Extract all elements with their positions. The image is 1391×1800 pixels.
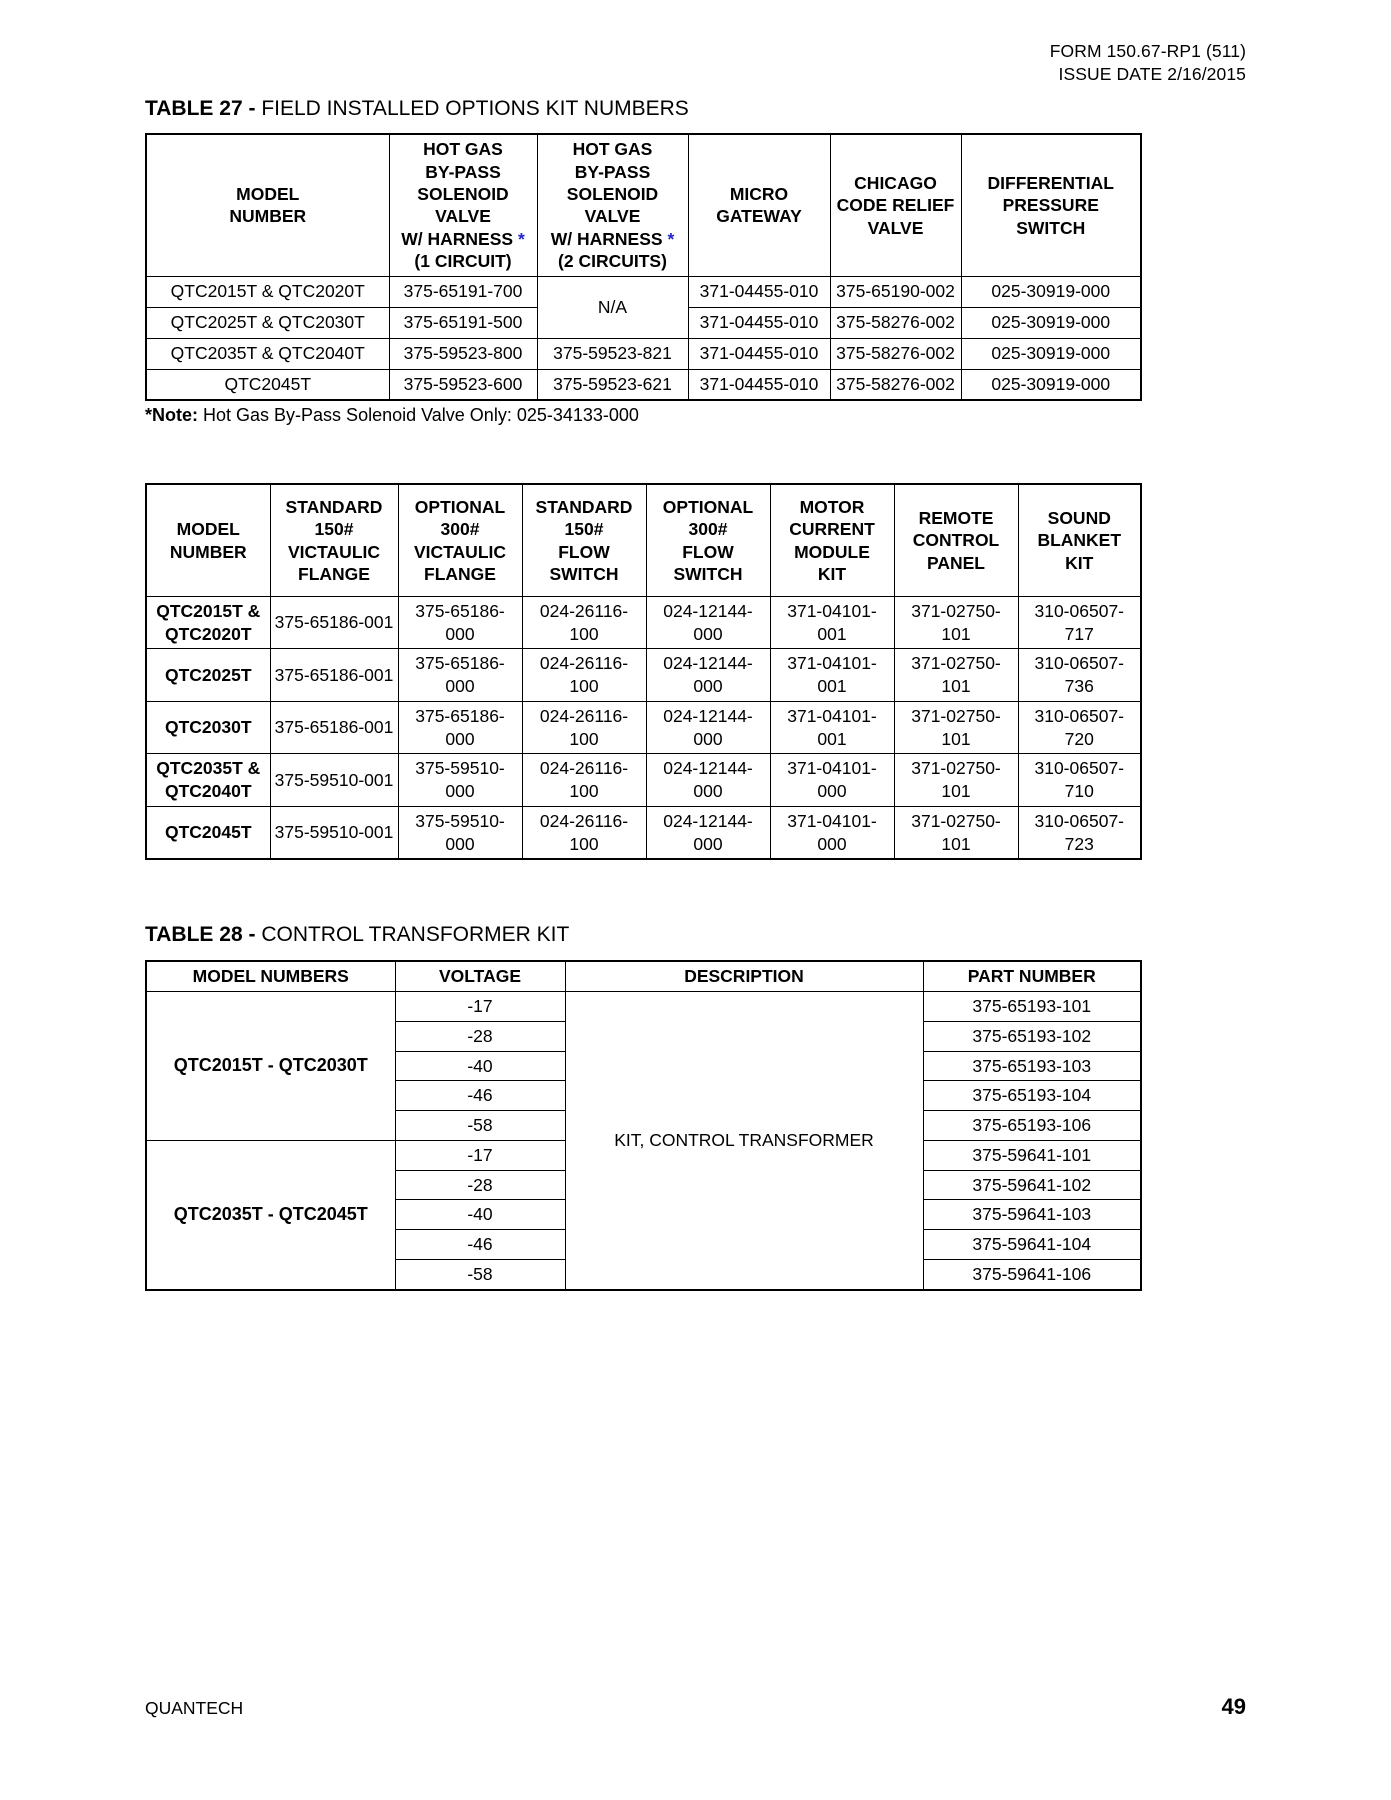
cell-model: QTC2015T & QTC2020T [146, 276, 389, 307]
cell-remote-control-panel: 371-02750-101 [894, 701, 1018, 754]
cell-voltage: -46 [395, 1230, 565, 1260]
cell-motor-current-module-kit: 371-04101-001 [770, 596, 894, 649]
table-27-caption-lead: TABLE 27 - [145, 97, 256, 120]
col-model-number: MODEL NUMBER [146, 484, 270, 596]
cell-hgbp-2circuits: 375-59523-621 [537, 369, 688, 400]
cell-hgbp-2circuits: N/A [537, 276, 688, 338]
cell-remote-control-panel: 371-02750-101 [894, 754, 1018, 807]
col-remote-control-panel: REMOTE CONTROL PANEL [894, 484, 1018, 596]
cell-std-150-victaulic-flange: 375-65186-001 [270, 596, 398, 649]
footer-page-number: 49 [1221, 1694, 1246, 1719]
table-28-caption-text: CONTROL TRANSFORMER KIT [261, 923, 570, 947]
cell-model: QTC2045T [146, 806, 270, 859]
cell-part-number: 375-65193-102 [923, 1021, 1141, 1051]
cell-std-150-victaulic-flange: 375-65186-001 [270, 649, 398, 702]
cell-voltage: -40 [395, 1051, 565, 1081]
cell-opt-300-flow-switch: 024-12144-000 [646, 596, 770, 649]
cell-motor-current-module-kit: 371-04101-000 [770, 806, 894, 859]
options-header-row [146, 484, 1141, 596]
cell-model: QTC2025T [146, 649, 270, 702]
table-28-control-transformer-kit [145, 960, 1142, 1291]
cell-std-150-flow-switch: 024-26116-100 [522, 596, 646, 649]
cell-chicago-code-relief-valve: 375-58276-002 [830, 338, 961, 369]
col-micro-gateway: MICRO GATEWAY [688, 134, 830, 276]
footnote-text: Hot Gas By-Pass Solenoid Valve Only: 025-34133-000 [203, 405, 639, 426]
document-header [1050, 40, 1246, 86]
col-optional-300-victaulic-flange: OPTIONAL 300# VICTAULIC FLANGE [398, 484, 522, 596]
col-differential-pressure-switch: DIFFERENTIAL PRESSURE SWITCH [961, 134, 1141, 276]
cell-part-number: 375-59641-101 [923, 1140, 1141, 1170]
cell-opt-300-flow-switch: 024-12144-000 [646, 701, 770, 754]
col-standard-150-flow-switch: STANDARD 150# FLOW SWITCH [522, 484, 646, 596]
table-row [146, 701, 1141, 754]
cell-part-number: 375-59641-106 [923, 1259, 1141, 1289]
cell-voltage: -28 [395, 1021, 565, 1051]
cell-model: QTC2030T [146, 701, 270, 754]
cell-micro-gateway: 371-04455-010 [688, 338, 830, 369]
cell-part-number: 375-59641-104 [923, 1230, 1141, 1260]
footnote-asterisk-icon: * [667, 228, 675, 249]
cell-part-number: 375-59641-103 [923, 1200, 1141, 1230]
col-motor-current-module-kit: MOTOR CURRENT MODULE KIT [770, 484, 894, 596]
cell-voltage: -17 [395, 992, 565, 1022]
table-28-caption-lead: TABLE 28 - [145, 923, 256, 947]
issue-date: ISSUE DATE 2/16/2015 [1058, 63, 1246, 84]
spacer [145, 427, 1140, 483]
cell-remote-control-panel: 371-02750-101 [894, 596, 1018, 649]
cell-voltage: -58 [395, 1111, 565, 1141]
cell-opt-300-victaulic-flange: 375-65186-000 [398, 701, 522, 754]
document-footer [145, 1694, 1246, 1720]
cell-model: QTC2015T & QTC2020T [146, 596, 270, 649]
table-27-header-row [146, 134, 1141, 276]
cell-differential-pressure-switch: 025-30919-000 [961, 369, 1141, 400]
table-row [146, 992, 1141, 1022]
cell-hgbp-2circuits: 375-59523-821 [537, 338, 688, 369]
col-hgbp-solenoid-1-circuit: HOT GAS BY-PASS SOLENOID VALVE W/ HARNESS * (1 CIRCUIT) [389, 134, 537, 276]
cell-part-number: 375-65193-103 [923, 1051, 1141, 1081]
table-27-options-continued [145, 483, 1142, 860]
cell-std-150-flow-switch: 024-26116-100 [522, 754, 646, 807]
cell-std-150-flow-switch: 024-26116-100 [522, 701, 646, 754]
cell-model: QTC2035T & QTC2040T [146, 754, 270, 807]
cell-model-group: QTC2035T - QTC2045T [146, 1140, 395, 1289]
col-description: DESCRIPTION [565, 961, 923, 992]
table-row [146, 596, 1141, 649]
cell-sound-blanket-kit: 310-06507-720 [1018, 701, 1141, 754]
cell-sound-blanket-kit: 310-06507-717 [1018, 596, 1141, 649]
col-sound-blanket-kit: SOUND BLANKET KIT [1018, 484, 1141, 596]
cell-voltage: -46 [395, 1081, 565, 1111]
cell-sound-blanket-kit: 310-06507-736 [1018, 649, 1141, 702]
cell-voltage: -58 [395, 1259, 565, 1289]
cell-micro-gateway: 371-04455-010 [688, 276, 830, 307]
footer-brand: QUANTECH [145, 1698, 244, 1718]
cell-opt-300-victaulic-flange: 375-65186-000 [398, 596, 522, 649]
cell-voltage: -28 [395, 1170, 565, 1200]
cell-opt-300-victaulic-flange: 375-59510-000 [398, 754, 522, 807]
col-chicago-code-relief-valve: CHICAGO CODE RELIEF VALVE [830, 134, 961, 276]
cell-std-150-flow-switch: 024-26116-100 [522, 806, 646, 859]
col-optional-300-flow-switch: OPTIONAL 300# FLOW SWITCH [646, 484, 770, 596]
cell-motor-current-module-kit: 371-04101-001 [770, 701, 894, 754]
document-content [145, 96, 1140, 1291]
cell-hgbp-1circuit: 375-65191-700 [389, 276, 537, 307]
cell-model: QTC2045T [146, 369, 389, 400]
cell-opt-300-flow-switch: 024-12144-000 [646, 649, 770, 702]
table-27-caption-text: FIELD INSTALLED OPTIONS KIT NUMBERS [261, 97, 689, 120]
table-28-header-row [146, 961, 1141, 992]
table-28-caption [145, 922, 1140, 947]
table-27-field-installed-options [145, 133, 1142, 401]
cell-chicago-code-relief-valve: 375-58276-002 [830, 369, 961, 400]
cell-chicago-code-relief-valve: 375-58276-002 [830, 307, 961, 338]
cell-motor-current-module-kit: 371-04101-000 [770, 754, 894, 807]
cell-voltage: -17 [395, 1140, 565, 1170]
cell-differential-pressure-switch: 025-30919-000 [961, 307, 1141, 338]
cell-differential-pressure-switch: 025-30919-000 [961, 338, 1141, 369]
footnote-asterisk-icon: * [517, 228, 525, 249]
col-voltage: VOLTAGE [395, 961, 565, 992]
col-model-numbers: MODEL NUMBERS [146, 961, 395, 992]
cell-remote-control-panel: 371-02750-101 [894, 806, 1018, 859]
cell-std-150-flow-switch: 024-26116-100 [522, 649, 646, 702]
cell-chicago-code-relief-valve: 375-65190-002 [830, 276, 961, 307]
col-standard-150-victaulic-flange: STANDARD 150# VICTAULIC FLANGE [270, 484, 398, 596]
cell-part-number: 375-65193-101 [923, 992, 1141, 1022]
cell-model: QTC2035T & QTC2040T [146, 338, 389, 369]
col-hgbp-solenoid-2-circuits: HOT GAS BY-PASS SOLENOID VALVE W/ HARNESS * (2 CIRCUITS) [537, 134, 688, 276]
table-row [146, 806, 1141, 859]
cell-part-number: 375-65193-104 [923, 1081, 1141, 1111]
cell-std-150-victaulic-flange: 375-59510-001 [270, 806, 398, 859]
cell-micro-gateway: 371-04455-010 [688, 369, 830, 400]
cell-hgbp-1circuit: 375-59523-800 [389, 338, 537, 369]
cell-differential-pressure-switch: 025-30919-000 [961, 276, 1141, 307]
cell-sound-blanket-kit: 310-06507-710 [1018, 754, 1141, 807]
cell-opt-300-flow-switch: 024-12144-000 [646, 806, 770, 859]
col-part-number: PART NUMBER [923, 961, 1141, 992]
cell-voltage: -40 [395, 1200, 565, 1230]
table-row [146, 369, 1141, 400]
cell-opt-300-victaulic-flange: 375-59510-000 [398, 806, 522, 859]
cell-motor-current-module-kit: 371-04101-001 [770, 649, 894, 702]
cell-hgbp-1circuit: 375-65191-500 [389, 307, 537, 338]
cell-model-group: QTC2015T - QTC2030T [146, 992, 395, 1141]
footnote-label: *Note: [145, 405, 198, 426]
table-27-caption [145, 96, 1140, 121]
cell-opt-300-flow-switch: 024-12144-000 [646, 754, 770, 807]
cell-micro-gateway: 371-04455-010 [688, 307, 830, 338]
table-row [146, 754, 1141, 807]
table-27-footnote [145, 404, 1140, 427]
cell-part-number: 375-59641-102 [923, 1170, 1141, 1200]
cell-model: QTC2025T & QTC2030T [146, 307, 389, 338]
cell-std-150-victaulic-flange: 375-65186-001 [270, 701, 398, 754]
cell-remote-control-panel: 371-02750-101 [894, 649, 1018, 702]
table-row [146, 649, 1141, 702]
form-number: FORM 150.67-RP1 (511) [1049, 41, 1246, 61]
cell-hgbp-1circuit: 375-59523-600 [389, 369, 537, 400]
cell-sound-blanket-kit: 310-06507-723 [1018, 806, 1141, 859]
cell-opt-300-victaulic-flange: 375-65186-000 [398, 649, 522, 702]
cell-description: KIT, CONTROL TRANSFORMER [565, 992, 923, 1290]
cell-std-150-victaulic-flange: 375-59510-001 [270, 754, 398, 807]
table-row [146, 276, 1141, 307]
cell-part-number: 375-65193-106 [923, 1111, 1141, 1141]
col-model-number: MODEL NUMBER [146, 134, 389, 276]
spacer [145, 860, 1140, 922]
table-row [146, 338, 1141, 369]
